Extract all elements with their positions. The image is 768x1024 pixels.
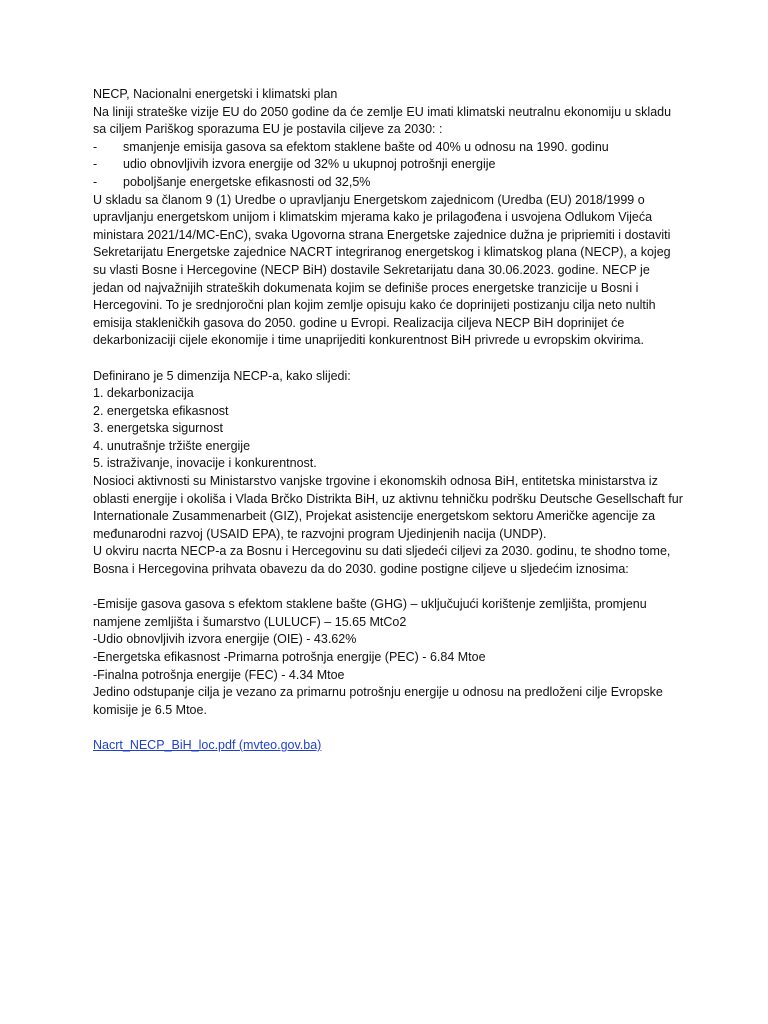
eu-goals-list: [93, 139, 683, 192]
deviation-note: Jedino odstupanje cilja je vezano za primarnu potrošnju energije u odnosu na predloženi cilje Evropske komisije je 6.5 Mtoe.: [93, 685, 663, 717]
dimension-item: 1. dekarbonizacija: [93, 386, 194, 401]
document-page: [93, 86, 683, 755]
target-item: -Emisije gasova gasova s efektom staklene bašte (GHG) – uključujući korištenje zemljišta, promjenu namjene zemljišta i šumarstvo (LULUCF) – 15.65 MtCo2: [93, 597, 647, 629]
bullet-dash: -: [93, 157, 98, 172]
bullet-dash: -: [93, 139, 98, 154]
eu-goal-text: poboljšanje energetske efikasnosti od 32,5%: [123, 174, 371, 189]
eu-goal-item: [93, 156, 683, 174]
eu-goal-item: [93, 139, 683, 157]
dimension-item: 3. energetska sigurnost: [93, 421, 223, 436]
bullet-dash: -: [93, 174, 98, 189]
necp-pdf-link[interactable]: Nacrt_NECP_BiH_loc.pdf (mvteo.gov.ba): [93, 737, 322, 752]
dimension-item: 5. istraživanje, inovacije i konkurentnost.: [93, 456, 317, 471]
target-item: -Finalna potrošnja energije (FEC) - 4.34 Mtoe: [93, 667, 345, 682]
targets-list: [93, 596, 683, 684]
dimension-item: 4. unutrašnje tržište energije: [93, 438, 251, 453]
dimensions-list: [93, 385, 683, 473]
blank-line: [93, 579, 683, 597]
document-title: NECP, Nacionalni energetski i klimatski plan: [93, 87, 338, 101]
targets-intro-paragraph: U okviru nacrta NECP-a za Bosnu i Hercegovinu su dati sljedeći ciljevi za 2030. godinu, te shodno tome, Bosna i Hercegovina prihvata obavezu da do 2030. godine postigne ciljeve u sljedećim iznosima:: [93, 544, 671, 577]
eu-goal-text: smanjenje emisija gasova sa efektom staklene bašte od 40% u odnosu na 1990. godinu: [123, 139, 609, 154]
holders-paragraph: Nosioci aktivnosti su Ministarstvo vanjske trgovine i ekonomskih odnosa BiH, entitetska ministarstva iz oblasti energije i okoliša i Vlada Brčko Distrikta BiH, uz aktivnu tehničku podršku Deutsche Gesellschaft fur Internationale Zusammenarbeit (GIZ), Projekat asistencije energetskom sektoru Američke agencije za međunarodni razvoj (USAID EPA), te razvojni program Ujedinjenih nacija (UNDP).: [93, 474, 683, 541]
eu-goal-text: udio obnovljivih izvora energije od 32% u ukupnoj potrošnji energije: [123, 157, 496, 172]
blank-line: [93, 719, 683, 737]
intro-paragraph: Na liniji strateške vizije EU do 2050 godine da će zemlje EU imati klimatski neutralnu ekonomiju u skladu sa ciljem Pariškog sporazuma EU je postavila ciljeve za 2030: :: [93, 104, 672, 137]
article9-paragraph: U skladu sa članom 9 (1) Uredbe o upravljanju Energetskom zajednicom (Uredba (EU) 2018/1999 o upravljanju energetskom unijom i klimatskim mjerama kako je prilagođena i usvojena Odlukom Vijeća ministara 2021/14/MC-EnC), svaka Ugovorna strana Energetske zajednice dužna je pripriemiti i dostaviti Sekretarijatu Energetske zajednice NACRT integriranog energetskog i klimatskog plana (NECP), a kojeg su vlasti Bosne i Hercegovine (NECP BiH) dostavile Sekretarijatu dana 30.06.2023. godine. NECP je jedan od najvažnijih strateških dokumenata kojim se definiše proces energetske tranzicije u Bosni i Hercegovini. To je srednjoročni plan kojim zemlje opisuju kako će doprinijeti postizanju cilja neto nultih emisija stakleničkih gasova do 2050. godine u Evropi. Realizacija ciljeva NECP BiH doprinijet će dekarbonizaciji cijele ekonomije i time unaprijediti konkurentnost BiH privrede u evropskim okvirima.: [93, 192, 671, 348]
eu-goal-item: [93, 174, 683, 192]
dimension-item: 2. energetska efikasnost: [93, 403, 229, 418]
dimensions-intro: Definirano je 5 dimenzija NECP-a, kako slijedi:: [93, 368, 351, 383]
target-item: -Energetska efikasnost -Primarna potrošnja energije (PEC) - 6.84 Mtoe: [93, 650, 486, 664]
target-item: -Udio obnovljivih izvora energije (OIE) - 43.62%: [93, 632, 357, 647]
blank-line: [93, 350, 683, 368]
